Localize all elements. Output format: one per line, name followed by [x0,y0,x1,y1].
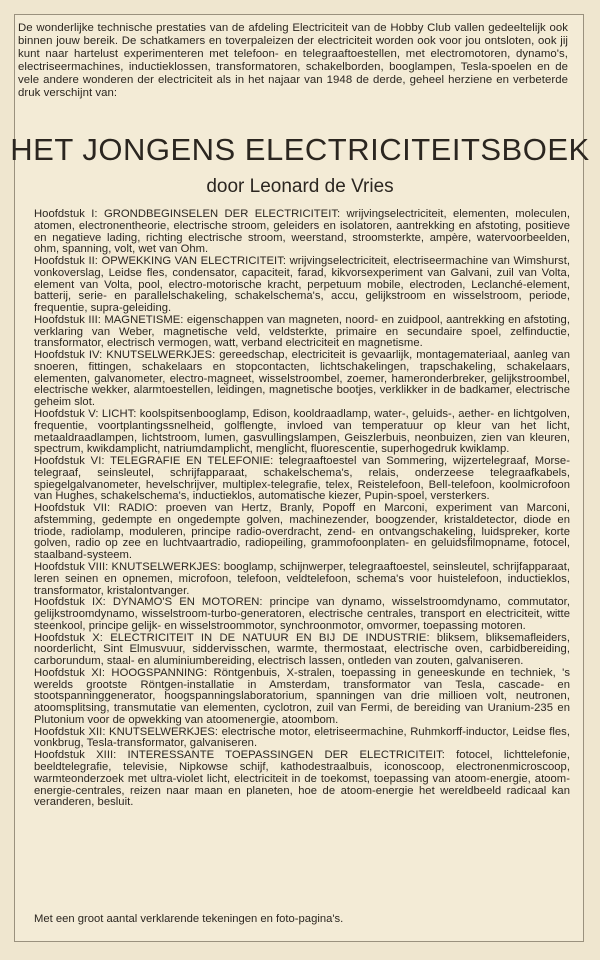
intro-paragraph: De wonderlijke technische prestaties van de afdeling Electriciteit van de Hobby Club vallen gedeeltelijk ook binnen jouw bereik. De schatkamers en toverpaleizen der electriciteit worden ook voor jou ontsloten, ook jij kunt naar hartelust experimenteren met telefoon- en telegraaftoestellen, met electromotoren, dynamo's, electriseermachines, inductieklossen, transformatoren, schakelborden, booglampen, Tesla-spoelen en de vele andere wonderen der electriciteit als in het najaar van 1948 de derde, geheel herziene en verbeterde druk verschijnt van: [18,22,568,99]
chapter-item [34,727,570,751]
chapter-item [34,750,570,809]
chapter-heading: Hoofdstuk XI: [34,666,106,679]
chapter-contents: HOOGSPANNING: Röntgenbuis, X-stralen, toepassing in geneeskunde en techniek, 's werelds grootste Röntgen-installatie in Amsterdam, transformator van Tesla, cascade- en stootspanninggenerator, hoogspanningslaboratorium, spanningen van drie millioen volt, neutronen, atoomsplitsing, transmutatie van elementen, cyclotron, zuil van Fermi, de bereiding van Uranium-235 en Plutonium voor de opwekking van atoomenergie, atoombom. [34,666,570,726]
closing-note: Met een groot aantal verklarende tekeningen en foto-pagina's. [34,913,344,925]
chapter-item [34,668,570,727]
chapter-contents: KNUTSELWERKJES: gereedschap, electriciteit is gevaarlijk, montagemateriaal, aanleg van snoeren, fittingen, schakelaars en stopcontacten, lichtschakelingen, trapschakeling, schakelaars, elementen, galvanometer, electro-magneet, wisselstroombel, zoemer, hameronderbreker, gelijkstroombel, electrische wekker, alarmtoestellen, leidingen, magnetische bootjes, verklikker in de badkamer, electrische geheim slot. [34,349,570,409]
chapter-item [34,633,570,668]
chapter-list [34,209,570,809]
chapter-contents: INTERESSANTE TOEPASSINGEN DER ELECTRICITEIT: fotocel, lichttelefonie, beeldtelegrafie, televisie, Nipkowse schijf, kathodestraalbuis, iconoscoop, electronenmicroscoop, warmteonderzoek met ultra-violet licht, electriciteit in de toekomst, toepassing van atoom-energie, atoom-energie-centrales, reizen naar maan en planeten, hoe de atoom-energie het wereldbeeld radicaal kan veranderen, besluit. [34,749,570,809]
chapter-heading: Hoofdstuk XIII: [34,749,117,762]
chapter-heading: Hoofdstuk V: [34,408,99,421]
chapter-heading: Hoofdstuk II: [34,255,98,268]
chapter-contents: TELEGRAFIE EN TELEFONIE: telegraaftoestel van Sommering, wijzertelegraaf, Morse-telegraaf, seinsleutel, schrijfapparaat, schakelschema's, relais, onderzeese telegraafkabels, spiegelgalvanometer, hevelschrijver, multiplex-telegrafie, telex, Reistelefoon, Bell-telefoon, koolmicrofoon van Hughes, schakelschema's, inductieklos, automatische kiezer, Pupin-spoel, versterkers. [34,455,570,503]
chapter-heading: Hoofdstuk VII: [34,502,111,515]
chapter-item [34,409,570,456]
chapter-contents: RADIO: proeven van Hertz, Branly, Popoff en Marconi, experiment van Marconi, afstemming, gedempte en ongedempte golven, machinezender, boogzender, kristaldetector, diode en triode, radiolamp, moduleren, principe radio-overdracht, zend- en ontvangschakeling, luidspreker, korte golven, radio op zee en luchtvaartradio, radiopeiling, grammofoonplaten- en geluidsfilmopname, fotocel, staalband-systeem. [34,502,570,562]
chapter-heading: Hoofdstuk III: [34,313,101,326]
chapter-item [34,597,570,632]
chapter-contents: ELECTRICITEIT IN DE NATUUR EN BIJ DE INDUSTRIE: bliksem, bliksemafleiders, noorderlicht, Sint Elmusvuur, siddervisschen, warmte, thermostaat, electrische oven, carbidbereiding, carborundum, staal- en aluminiumbereiding, electrisch lassen, ontleden van zouten, galvaniseren. [34,631,570,668]
chapter-item [34,456,570,503]
chapter-contents: OPWEKKING VAN ELECTRICITEIT: wrijvingselectriciteit, electriseermachine van Wimshurst, vonkoverslag, Leidse fles, condensator, capaciteit, farad, kikvorsexperiment van Galvani, zuil van Volta, element van Volta, pool, electro-motorische kracht, perpetuum mobile, electroden, Leclanché-element, batterij, serie- en parallelschakeling, schakelschema's, accu, gelijkstroom en wisselstroom, periode, frequentie, supra-geleiding. [34,255,571,315]
chapter-item [34,315,570,350]
chapter-contents: LICHT: koolspitsenbooglamp, Edison, kooldraadlamp, water-, geluids-, aether- en lichtgolven, frequentie, voortplantingssnelheid, golflengte, invloed van temperatuur op kleur van het licht, metaaldraadlampen, lichtstroom, lumen, gasvullingslampen, Geiszlerbuis, neonbuizen, zien van kleuren, spectrum, kwikdamplicht, natriumdamplicht, menglicht, fluorescentie, superhogedruk kwiklamp. [34,408,570,456]
chapter-contents: DYNAMO'S EN MOTOREN: principe van dynamo, wisselstroomdynamo, commutator, gelijkstroomdynamo, wisselstroom-turbo-generatoren, electrische centrales, transport en electriciteit, witte steenkool, principe gelijk- en wisselstroommotor, synchroonmotor, omvormer, toepassing motoren. [34,596,570,632]
chapter-heading: Hoofdstuk IX: [34,596,106,609]
chapter-contents: GRONDBEGINSELEN DER ELECTRICITEIT: wrijvingselectriciteit, elementen, moleculen, atomen, electronentheorie, electrische stroom, geleiders en isolatoren, aantrekking en afstoting, positieve en negatieve lading, richting electrische stroom, weerstand, stroomsterkte, ampère, watervoorbeelden, ohm, spanning, volt, wet van Ohm. [34,208,570,256]
chapter-heading: Hoofdstuk VI: [34,455,105,468]
book-author: door Leonard de Vries [206,176,394,197]
chapter-item [34,503,570,562]
book-title: HET JONGENS ELECTRICITEITSBOEK [10,132,590,167]
chapter-heading: Hoofdstuk X: [34,631,103,644]
chapter-contents: KNUTSELWERKJES: booglamp, schijnwerper, telegraaftoestel, seinsleutel, schrijfapparaat, leren seinen en opnemen, microfoon, telefoon, veldtelefoon, schema's voor huistelefoon, inductieklos, transformator, kristalontvanger. [34,560,571,597]
chapter-contents: KNUTSELWERKJES: electrische motor, eletriseermachine, Ruhmkorff-inductor, Leidse fles, vonkbrug, Tesla-transformator, galvaniseren. [34,725,570,750]
chapter-item [34,256,570,315]
chapter-heading: Hoofdstuk VIII: [34,560,109,573]
chapter-item [34,209,570,256]
chapter-heading: Hoofdstuk I: [34,208,98,220]
chapter-contents: MAGNETISME: eigenschappen van magneten, noord- en zuidpool, aantrekking en afstoting, verklaring van Weber, magnetische veld, veldsterkte, primaire en secundaire spoel, zelfinductie, transformator, electrisch vermogen, watt, verband electriciteit en magnetisme. [34,313,571,350]
chapter-item [34,350,570,409]
chapter-item [34,562,570,597]
chapter-heading: Hoofdstuk IV: [34,349,103,362]
chapter-heading: Hoofdstuk XII: [34,725,106,738]
